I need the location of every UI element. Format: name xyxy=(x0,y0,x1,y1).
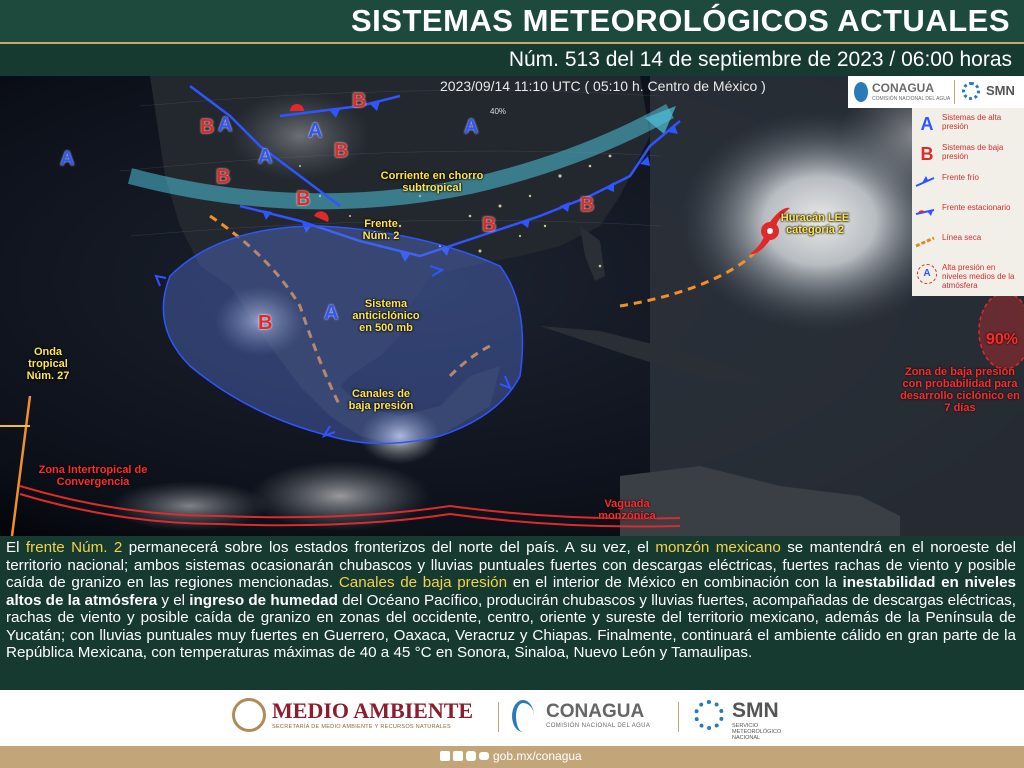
bulletin-highlight: frente Núm. 2 xyxy=(25,539,123,556)
legend-item xyxy=(912,110,1024,140)
facebook-icon[interactable] xyxy=(440,751,450,761)
high-pressure-icon: A xyxy=(920,114,934,134)
legend-item xyxy=(912,260,1024,290)
smn-logo-icon xyxy=(962,82,980,100)
bulletin-segment: en el interior de México en combinación con la xyxy=(507,574,843,591)
low-pressure-symbol: B xyxy=(216,166,231,188)
high-pressure-symbol: A xyxy=(258,146,273,168)
low-pressure-symbol: B xyxy=(580,194,595,216)
conagua-footer-text: CONAGUA xyxy=(546,701,645,722)
satellite-timestamp: 2023/09/14 11:10 UTC ( 05:10 h. Centro de México ) xyxy=(440,78,766,94)
high-pressure-symbol: A xyxy=(60,148,75,170)
twitter-icon[interactable] xyxy=(453,751,463,761)
satellite-map xyxy=(0,76,1024,536)
monsoon-trough-label: Vaguada monzónica xyxy=(598,498,656,522)
social-bar xyxy=(0,746,1024,768)
logo-divider xyxy=(954,80,955,104)
bulletin-segment: del Océano Pacífico, producirán chubascos y lluvias fuertes, acompañadas de descargas eléctricas, rachas de viento y posible caída de granizo en zonas del occidente, centro, oriente y sureste del territorio mexicano, además de la Península de Yucatán; con lluvias puntuales muy fuertes en Guerrero, Oaxaca, Veracruz y Chiapas. Finalmente, continuará el ambiente cálido en gran parte de la República Mexicana, con temperaturas máximas de 40 a 45 °C en Sonora, Sinaloa, Nuevo León y Tamaulipas. xyxy=(6,591,1016,661)
map-graphics xyxy=(0,76,1024,536)
footer-logos xyxy=(0,690,1024,746)
bulletin-segment: y el xyxy=(157,591,190,609)
itcz-label: Zona Intertropical de Convergencia xyxy=(38,464,148,488)
low-pressure-symbol: B xyxy=(334,140,349,162)
medio-ambiente-logo-text: MEDIO AMBIENTE xyxy=(272,698,474,723)
smn-logo-text: SMN xyxy=(986,83,1015,98)
stationary-front-icon xyxy=(914,204,940,226)
mid-level-high-icon: A xyxy=(914,264,940,286)
legend-item xyxy=(912,200,1024,230)
conagua-footer-icon xyxy=(512,700,534,732)
footer-divider xyxy=(678,702,679,732)
low-pressure-symbol: B xyxy=(352,90,367,112)
cold-front-icon xyxy=(914,174,940,196)
smn-footer-text: SMN xyxy=(732,699,779,722)
low-zone-label: Zona de baja presión con probabilidad para desarrollo ciclónico en 7 días xyxy=(900,366,1020,414)
legend-item xyxy=(912,230,1024,260)
bulletin-bold: inestabilidad en niveles altos de la atmósfera xyxy=(6,574,1016,609)
low-pressure-symbol: B xyxy=(296,188,311,210)
bulletin-number-date: Núm. 513 del 14 de septiembre de 2023 / 06:00 horas xyxy=(508,48,1012,71)
footer-divider xyxy=(498,702,499,732)
high-pressure-symbol: A xyxy=(324,302,339,324)
latitude-label: 40% xyxy=(490,107,507,116)
conagua-footer-subtext: COMISIÓN NACIONAL DEL AGUA xyxy=(546,723,651,729)
tropical-wave-label: Onda tropical Núm. 27 xyxy=(26,346,70,382)
low-pressure-icon: B xyxy=(920,144,934,164)
legend-label: Alta presión en niveles medios de la atmósfera xyxy=(942,263,1015,290)
header-bar xyxy=(0,0,1024,42)
legend-label: Sistemas de baja presión xyxy=(942,143,1004,161)
low-pressure-symbol: B xyxy=(482,214,497,236)
bulletin-segment: permanecerá sobre los estados fronterizos del norte del país. A su vez, el xyxy=(122,539,656,556)
low-pressure-symbol: B xyxy=(258,312,273,334)
website-link[interactable]: gob.mx/conagua xyxy=(493,749,582,763)
conagua-logo-icon xyxy=(854,82,868,102)
medio-ambiente-seal-icon xyxy=(232,698,266,732)
high-pressure-symbol: A xyxy=(464,116,479,138)
dry-line-icon xyxy=(914,234,940,256)
high-pressure-symbol: A xyxy=(218,114,233,136)
jet-stream-label: Corriente en chorro subtropical xyxy=(380,170,484,194)
bulletin-bold: ingreso de humedad xyxy=(189,591,338,609)
legend-label: Frente estacionario xyxy=(942,203,1011,212)
medio-ambiente-subtext: SECRETARÍA DE MEDIO AMBIENTE Y RECURSOS NATURALES xyxy=(272,724,452,730)
bulletin-highlight: Canales de baja presión xyxy=(338,574,508,591)
logo-box xyxy=(848,76,1024,108)
legend-label: Línea seca xyxy=(942,233,982,242)
troughs-label: Canales de baja presión xyxy=(348,388,414,412)
instagram-icon[interactable] xyxy=(466,751,476,761)
youtube-icon[interactable] xyxy=(479,752,489,760)
low-pressure-symbol: B xyxy=(200,116,215,138)
legend-item xyxy=(912,140,1024,170)
probability-label: 90% xyxy=(985,331,1019,348)
legend-label: Frente frío xyxy=(942,173,979,182)
smn-footer-subtext: METEOROLÓGICO xyxy=(732,729,782,735)
legend-label: Sistemas de alta presión xyxy=(942,113,1002,131)
bulletin-text xyxy=(0,536,1024,690)
high-pressure-symbol: A xyxy=(308,120,323,142)
smn-footer-icon xyxy=(694,700,724,730)
smn-footer-subtext: SERVICIO xyxy=(732,723,759,729)
bulletin-segment: El xyxy=(6,539,26,556)
smn-footer-subtext: NACIONAL xyxy=(732,735,761,741)
hurricane-label: Huracán LEE categoría 2 xyxy=(780,212,850,236)
conagua-logo-text: CONAGUA xyxy=(872,81,934,95)
page-title: SISTEMAS METEOROLÓGICOS ACTUALES xyxy=(351,3,1010,38)
bulletin-highlight: monzón mexicano xyxy=(655,539,781,556)
bulletin-segment: se mantendrá en el noroeste del territorio nacional; ambos sistemas ocasionarán chubascos y lluvias puntuales fuertes con descargas eléctricas, fuertes rachas de viento y posible caída de granizo en las regiones mencionadas. xyxy=(6,539,1016,591)
conagua-logo-subtext: COMISIÓN NACIONAL DEL AGUA xyxy=(872,96,951,102)
front-label: Frente Núm. 2 xyxy=(362,218,400,242)
legend-item xyxy=(912,170,1024,200)
subheader-bar xyxy=(0,42,1024,76)
anticyclone-label: Sistema anticiclónico en 500 mb xyxy=(352,298,420,334)
map-legend xyxy=(912,108,1024,296)
